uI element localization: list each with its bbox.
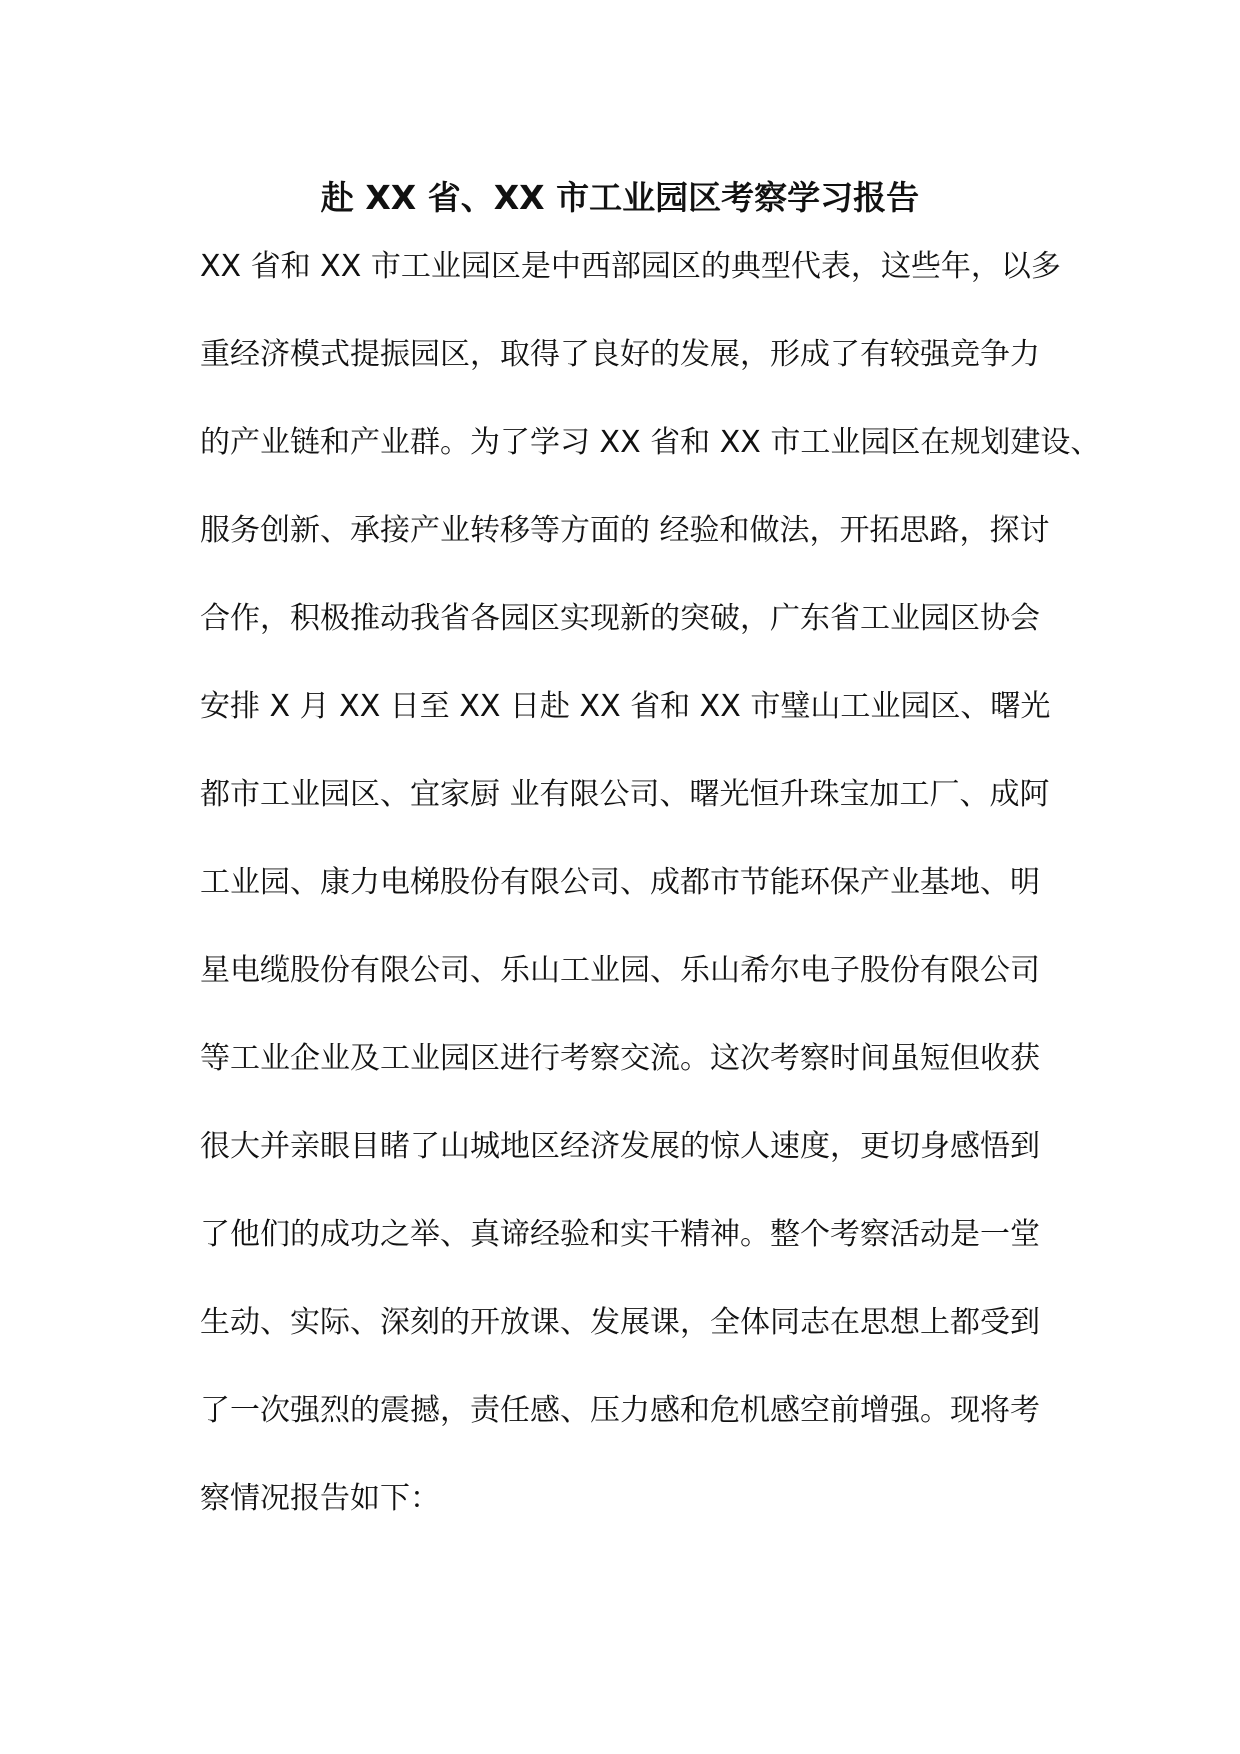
paragraph-line: 合作，积极推动我省各园区实现新的突破，广东省工业园区协会 — [200, 601, 1040, 636]
paragraph-line: 很大并亲眼目睹了山城地区经济发展的惊人速度，更切身感悟到 — [200, 1129, 1040, 1164]
paragraph-line: 了一次强烈的震撼，责任感、压力感和危机感空前增强。现将考 — [200, 1393, 1040, 1428]
paragraph-line: 工业园、康力电梯股份有限公司、成都市节能环保产业基地、明 — [200, 865, 1040, 900]
document-title: 赴 XX 省、XX 市工业园区考察学习报告 — [320, 178, 920, 217]
document-body — [200, 237, 1101, 1557]
paragraph-line: 等工业企业及工业园区进行考察交流。这次考察时间虽短但收获 — [200, 1041, 1040, 1076]
paragraph-line: 服务创新、承接产业转移等方面的 经验和做法，开拓思路，探讨 — [200, 513, 1050, 548]
paragraph-line: 了他们的成功之举、真谛经验和实干精神。整个考察活动是一堂 — [200, 1217, 1040, 1252]
paragraph-line: XX 省和 XX 市工业园区是中西部园区的典型代表，这些年，以多 — [200, 249, 1061, 284]
paragraph-line: 察情况报告如下： — [200, 1481, 440, 1516]
paragraph-line: 安排 X 月 XX 日至 XX 日赴 XX 省和 XX 市璧山工业园区、曙光 — [200, 689, 1051, 724]
paragraph-line: 星电缆股份有限公司、乐山工业园、乐山希尔电子股份有限公司 — [200, 953, 1040, 988]
paragraph-line: 都市工业园区、宜家厨 业有限公司、曙光恒升珠宝加工厂、成阿 — [200, 777, 1050, 812]
paragraph-line: 的产业链和产业群。为了学习 XX 省和 XX 市工业园区在规划建设、 — [200, 425, 1101, 460]
paragraph-line: 重经济模式提振园区，取得了良好的发展，形成了有较强竞争力 — [200, 337, 1040, 372]
paragraph-line: 生动、实际、深刻的开放课、发展课，全体同志在思想上都受到 — [200, 1305, 1040, 1340]
